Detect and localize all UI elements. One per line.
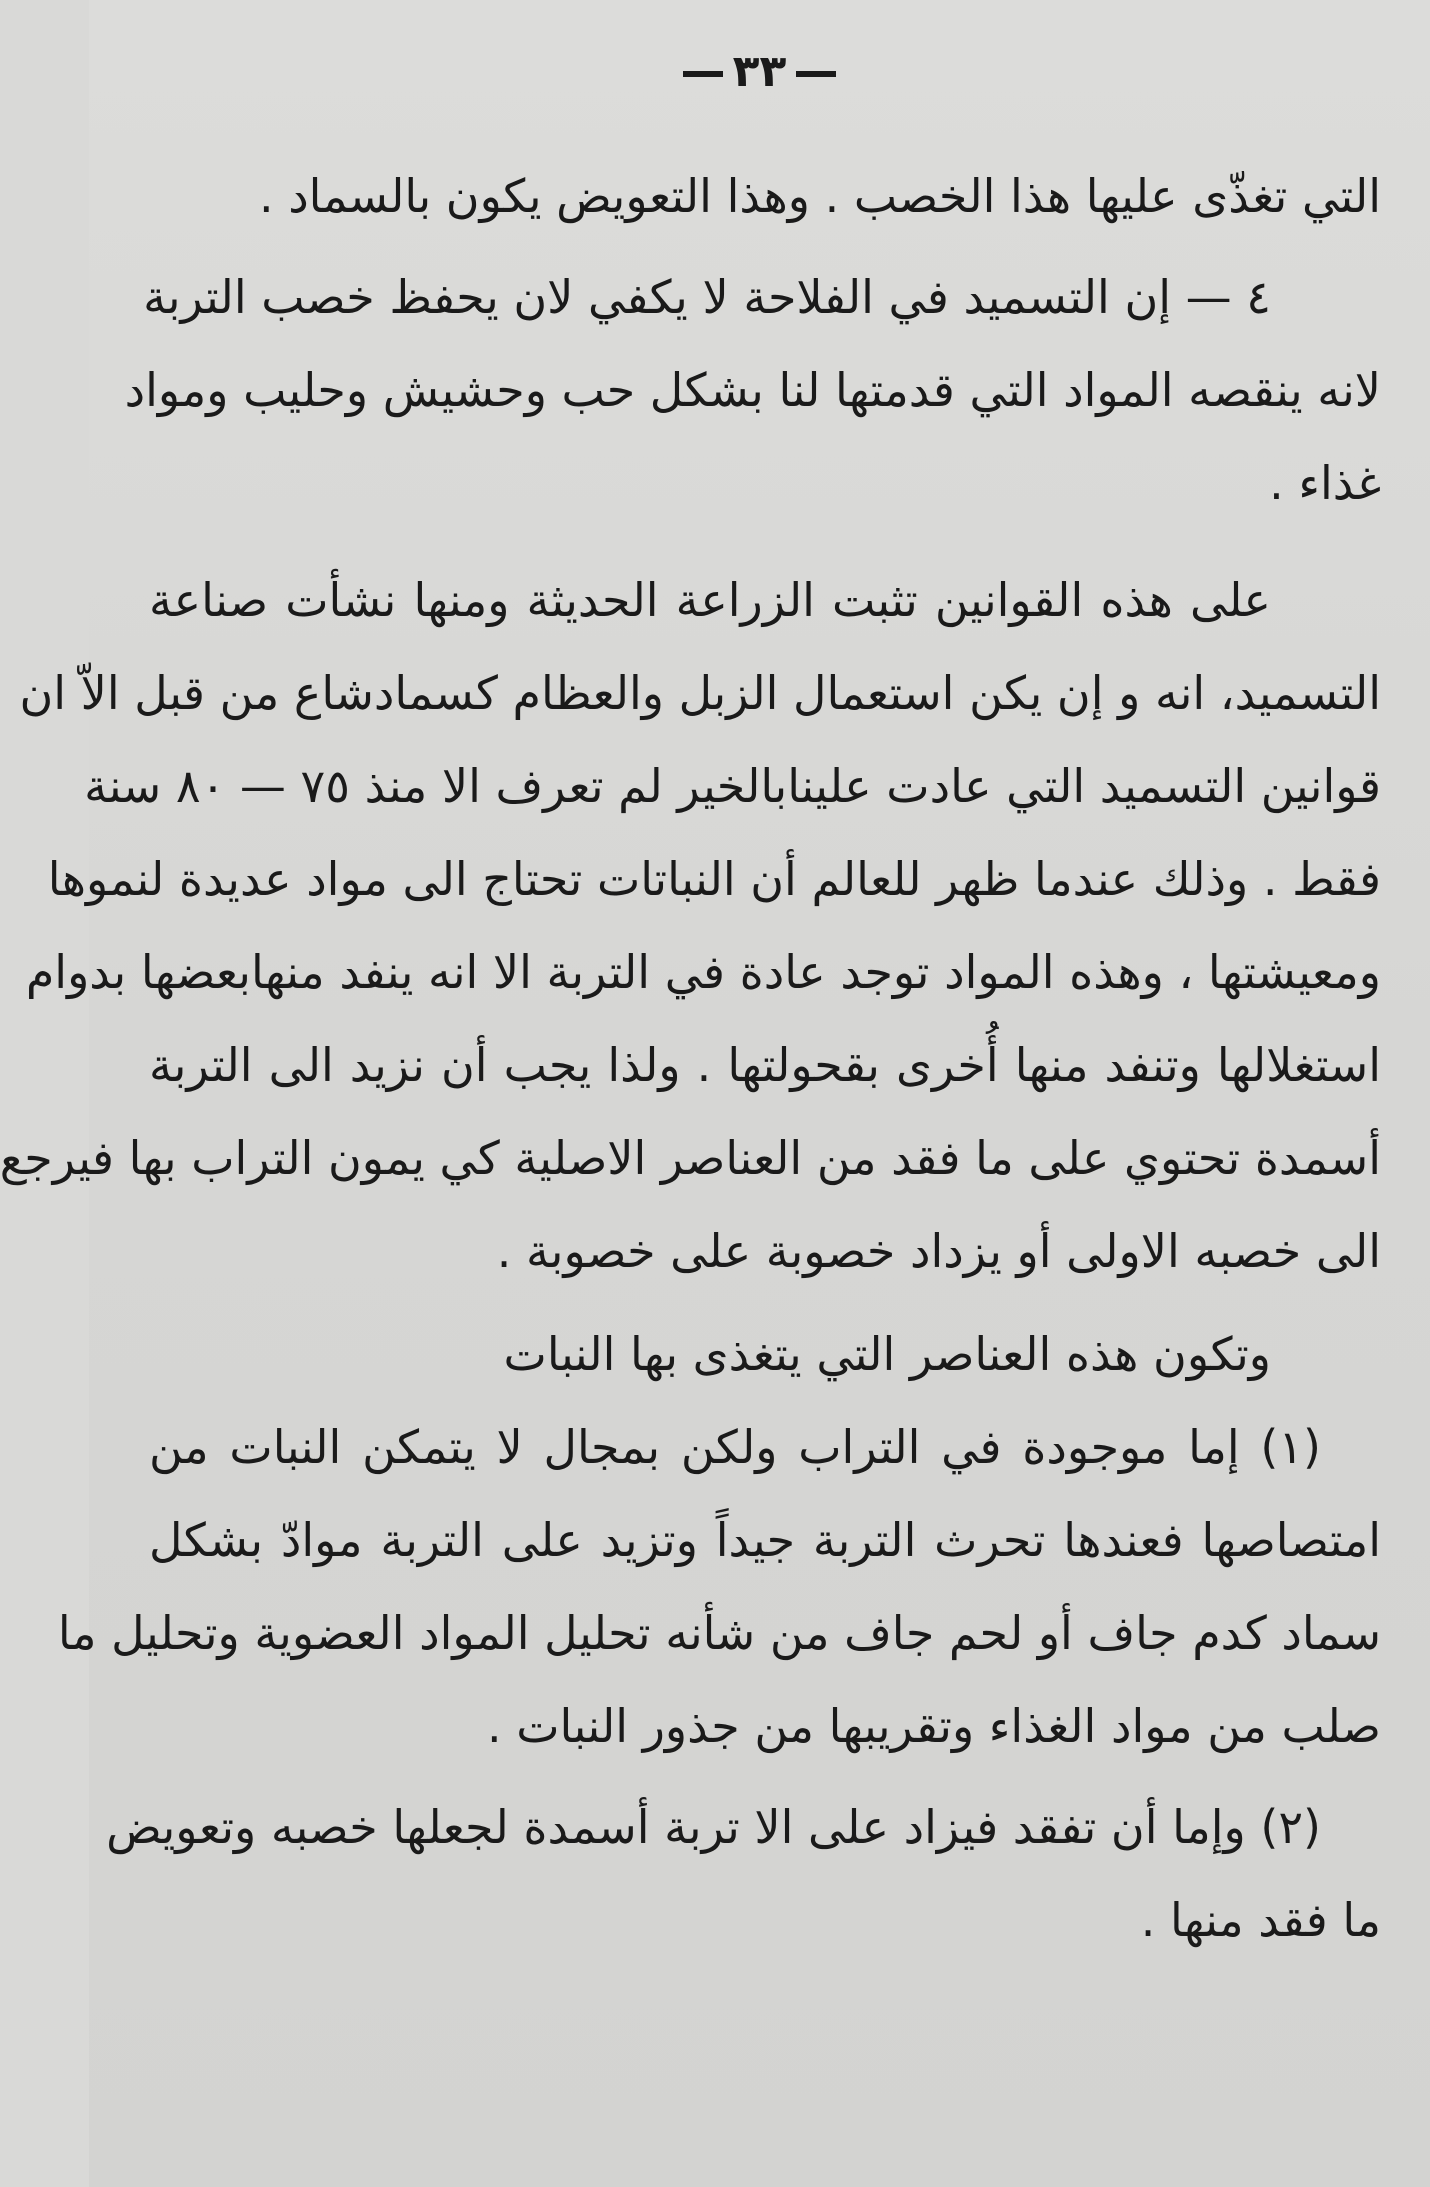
text-line: وتكون هذه العناصر التي يتغذى بها النبات <box>503 1327 1271 1381</box>
text-line: لانه ينقصه المواد التي قدمتها لنا بشكل حب وحشيش وحليب ومواد <box>124 363 1381 417</box>
text-line: على هذه القوانين تثبت الزراعة الحديثة ومنها نشأت صناعة <box>149 573 1271 627</box>
text-line: صلب من مواد الغذاء وتقريبها من جذور النبات . <box>486 1699 1381 1753</box>
dash-decoration <box>683 71 723 77</box>
text-line: ٤ — إن التسميد في الفلاحة لا يكفي لان يحفظ خصب التربة <box>143 270 1271 324</box>
text-line: سماد كدم جاف أو لحم جاف من شأنه تحليل المواد العضوية وتحليل ما <box>57 1606 1381 1660</box>
page-number-value: ٣٣ <box>732 46 787 97</box>
text-line: غذاء . <box>1269 456 1381 510</box>
page-number <box>89 42 1430 102</box>
text-line: الى خصبه الاولى أو يزداد خصوبة على خصوبة . <box>496 1224 1381 1278</box>
body-text <box>0 150 1381 1967</box>
text-line: (١) إما موجودة في التراب ولكن بمجال لا يتمكن النبات من <box>149 1420 1321 1474</box>
text-line: قوانين التسميد التي عادت علينابالخير لم تعرف الا منذ ٧٥ — ٨٠ سنة <box>84 759 1381 813</box>
paragraph-gap <box>149 1298 1381 1308</box>
text-line: استغلالها وتنفد منها أُخرى بقحولتها . ولذا يجب أن نزيد الى التربة <box>149 1038 1381 1092</box>
text-line: فقط . وذلك عندما ظهر للعالم أن النباتات تحتاج الى مواد عديدة لنموها <box>47 852 1381 906</box>
text-line: ومعيشتها ، وهذه المواد توجد عادة في التربة الا انه ينفد منهابعضها بدوام <box>25 945 1381 999</box>
text-line: ما فقد منها . <box>1140 1893 1381 1947</box>
paragraph-gap <box>149 243 1381 251</box>
paragraph-gap <box>149 1773 1381 1781</box>
paragraph-gap <box>149 530 1381 554</box>
text-line: التسميد، انه و إن يكن استعمال الزبل والعظام كسمادشاع من قبل الاّ ان <box>19 666 1381 720</box>
dash-decoration <box>796 71 836 77</box>
text-line: امتصاصها فعندها تحرث التربة جيداً وتزيد على التربة موادّ بشكل <box>149 1513 1381 1567</box>
text-line: (٢) وإما أن تفقد فيزاد على الا تربة أسمدة لجعلها خصبه وتعويض <box>106 1800 1321 1854</box>
text-line: أسمدة تحتوي على ما فقد من العناصر الاصلية كي يمون التراب بها فيرجع <box>0 1131 1381 1185</box>
text-line: التي تغذّى عليها هذا الخصب . وهذا التعويض يكون بالسماد . <box>258 169 1381 223</box>
